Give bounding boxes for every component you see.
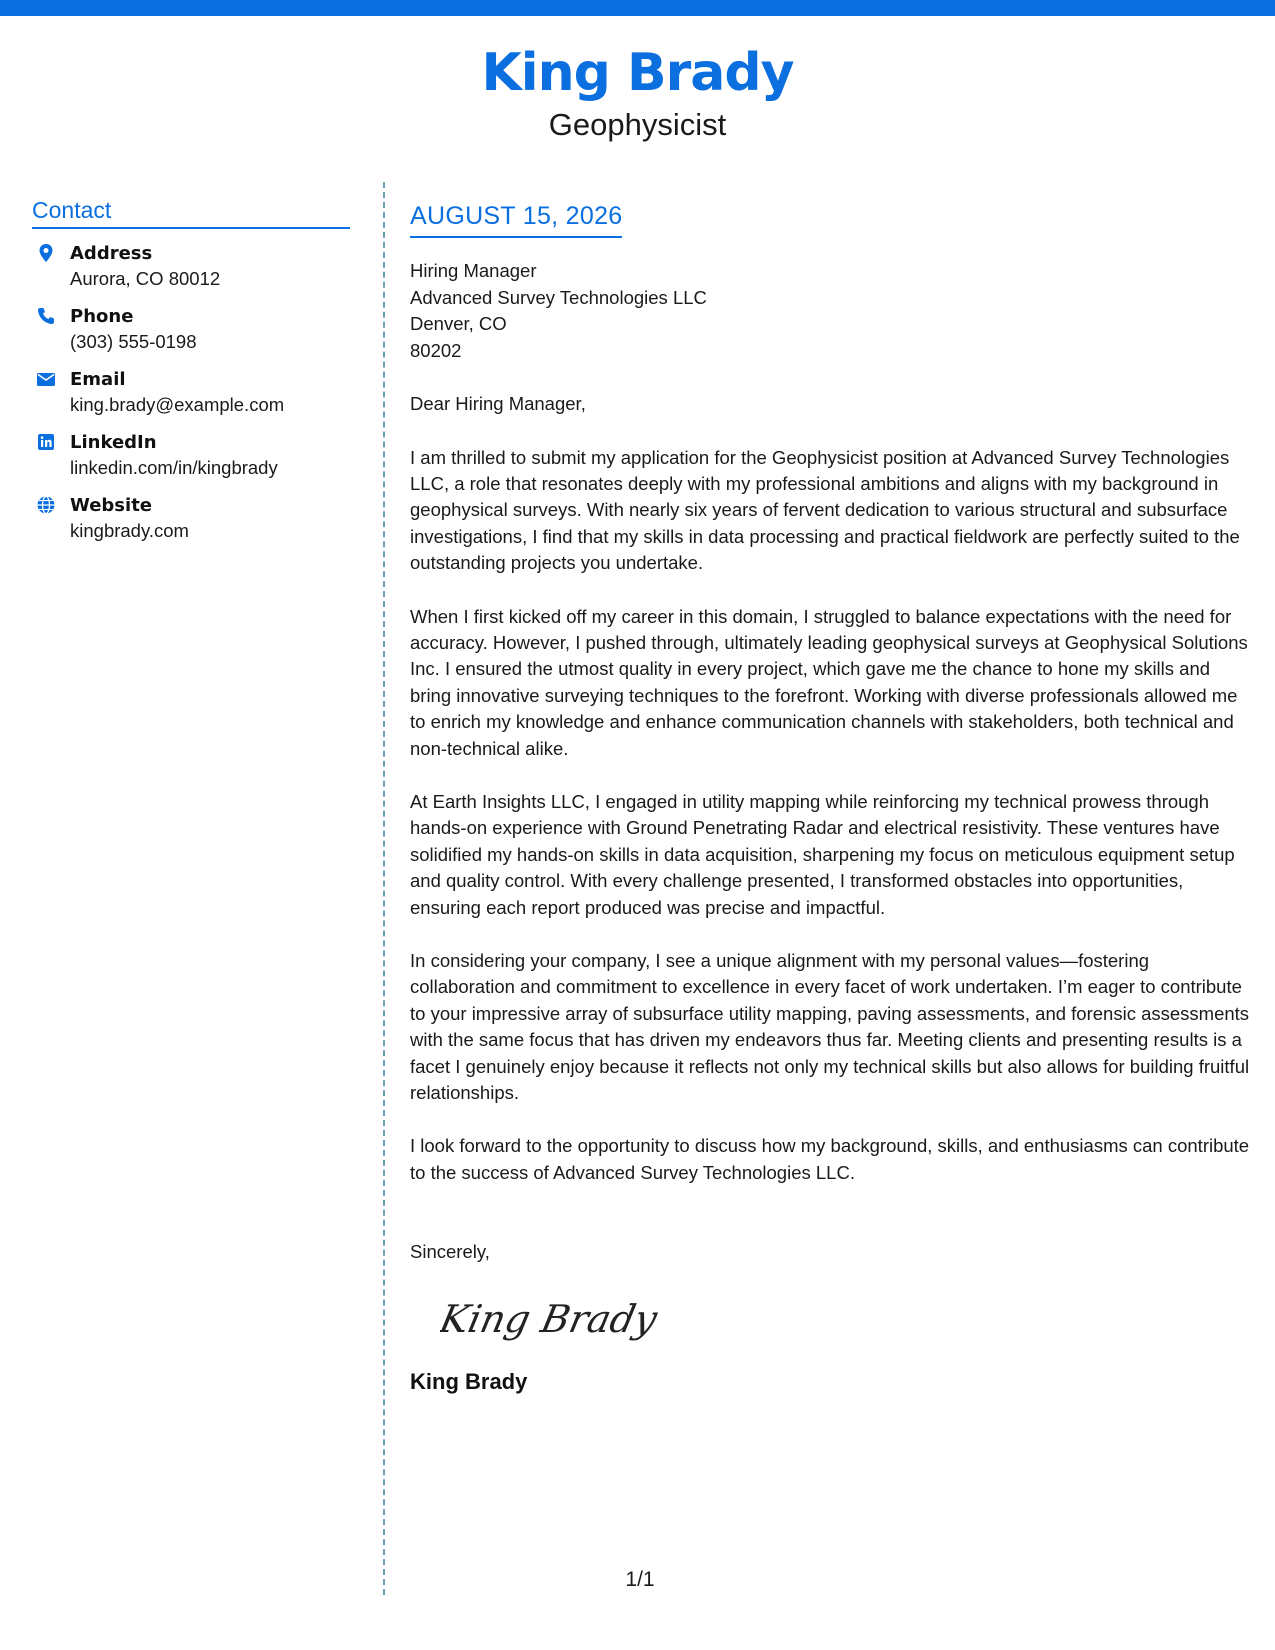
body-paragraph: When I first kicked off my career in this domain, I struggled to balance expectations with the need for accuracy. However, I pushed through, ultimately leading geophysical surveys at Geophysical Solutions Inc. I ensured the utmost quality in every project, which gave me the chance to hone my skills and bring innovative surveying techniques to the forefront. Working with diverse professionals allowed me to enrich my knowledge and enhance communication channels with stakeholders, both technical and non-technical alike. — [410, 605, 1248, 759]
contact-label: Website — [70, 495, 153, 516]
signature-text: King Brady — [440, 1297, 662, 1342]
applicant-name: King Brady — [481, 43, 794, 103]
page-number: 1/1 — [625, 1568, 655, 1591]
column-divider — [383, 182, 385, 1595]
body-paragraph: I am thrilled to submit my application for the Geophysicist position at Advanced Survey Technologies LLC, a role that resonates deeply with my professional ambitions and aligns with my background in geophysical surveys. With nearly six years of fervent dedication to various structural and subsurface investigations, I find that my skills in data processing and practical fieldwork are perfectly suited to the outstanding projects you undertake. — [410, 446, 1240, 574]
recipient-line: 80202 — [410, 339, 462, 361]
top-accent-bar — [0, 0, 1275, 16]
recipient-block — [410, 258, 1252, 364]
salutation: Dear Hiring Manager, — [410, 393, 586, 414]
contact-value: (303) 555-0198 — [70, 331, 197, 352]
contact-item-email — [32, 367, 350, 430]
contact-sidebar — [32, 195, 350, 556]
handwritten-signature — [440, 1284, 680, 1354]
letter-header — [0, 40, 1275, 144]
recipient-line: Denver, CO — [410, 313, 507, 334]
contact-item-phone — [32, 304, 350, 367]
contact-section-title: Contact — [32, 195, 350, 229]
contact-value: kingbrady.com — [70, 520, 189, 541]
body-paragraph: In considering your company, I see a unique alignment with my personal values—fostering collaboration and commitment to excellence in every facet of work undertaken. I’m eager to contribute to your impressive array of subsurface utility mapping, paving assessments, and forensic assessments with the same focus that has driven my endeavors thus far. Meeting clients and presenting results is a facet I genuinely enjoy because it reflects not only my technical skills but also allows for building fruitful relationships. — [410, 950, 1250, 1104]
recipient-line: Hiring Manager — [410, 260, 537, 281]
map-pin-icon — [36, 243, 56, 263]
letter-body — [410, 200, 1252, 1397]
contact-label: Phone — [70, 306, 134, 327]
envelope-icon — [36, 369, 56, 389]
closing: Sincerely, — [410, 1241, 490, 1263]
contact-label: LinkedIn — [70, 432, 157, 453]
body-paragraph: I look forward to the opportunity to discuss how my background, skills, and enthusiasms can contribute to the success of Advanced Survey Technologies LLC. — [410, 1135, 1250, 1183]
contact-item-linkedin — [32, 430, 350, 493]
contact-label: Email — [70, 369, 126, 390]
globe-icon — [36, 495, 56, 515]
contact-item-website — [32, 493, 350, 556]
contact-value: king.brady@example.com — [70, 394, 285, 415]
contact-item-address — [32, 241, 350, 304]
phone-icon — [36, 306, 56, 326]
body-paragraph: At Earth Insights LLC, I engaged in utility mapping while reinforcing my technical prowess through hands-on experience with Ground Penetrating Radar and electrical resistivity. These ventures have solidified my hands-on skills in data acquisition, sharpening my focus on meticulous equipment setup and quality control. With every challenge presented, I transformed obstacles into opportunities, ensuring each report produced was precise and impactful. — [410, 790, 1235, 918]
recipient-line: Advanced Survey Technologies LLC — [410, 286, 707, 308]
contact-value: Aurora, CO 80012 — [70, 268, 221, 289]
linkedin-icon — [36, 432, 56, 452]
contact-value: linkedin.com/in/kingbrady — [70, 457, 278, 478]
signer-name: King Brady — [410, 1368, 528, 1394]
contact-label: Address — [70, 243, 153, 264]
contact-list — [32, 241, 350, 556]
applicant-title: Geophysicist — [548, 107, 727, 142]
letter-date: AUGUST 15, 2026 — [410, 200, 622, 238]
